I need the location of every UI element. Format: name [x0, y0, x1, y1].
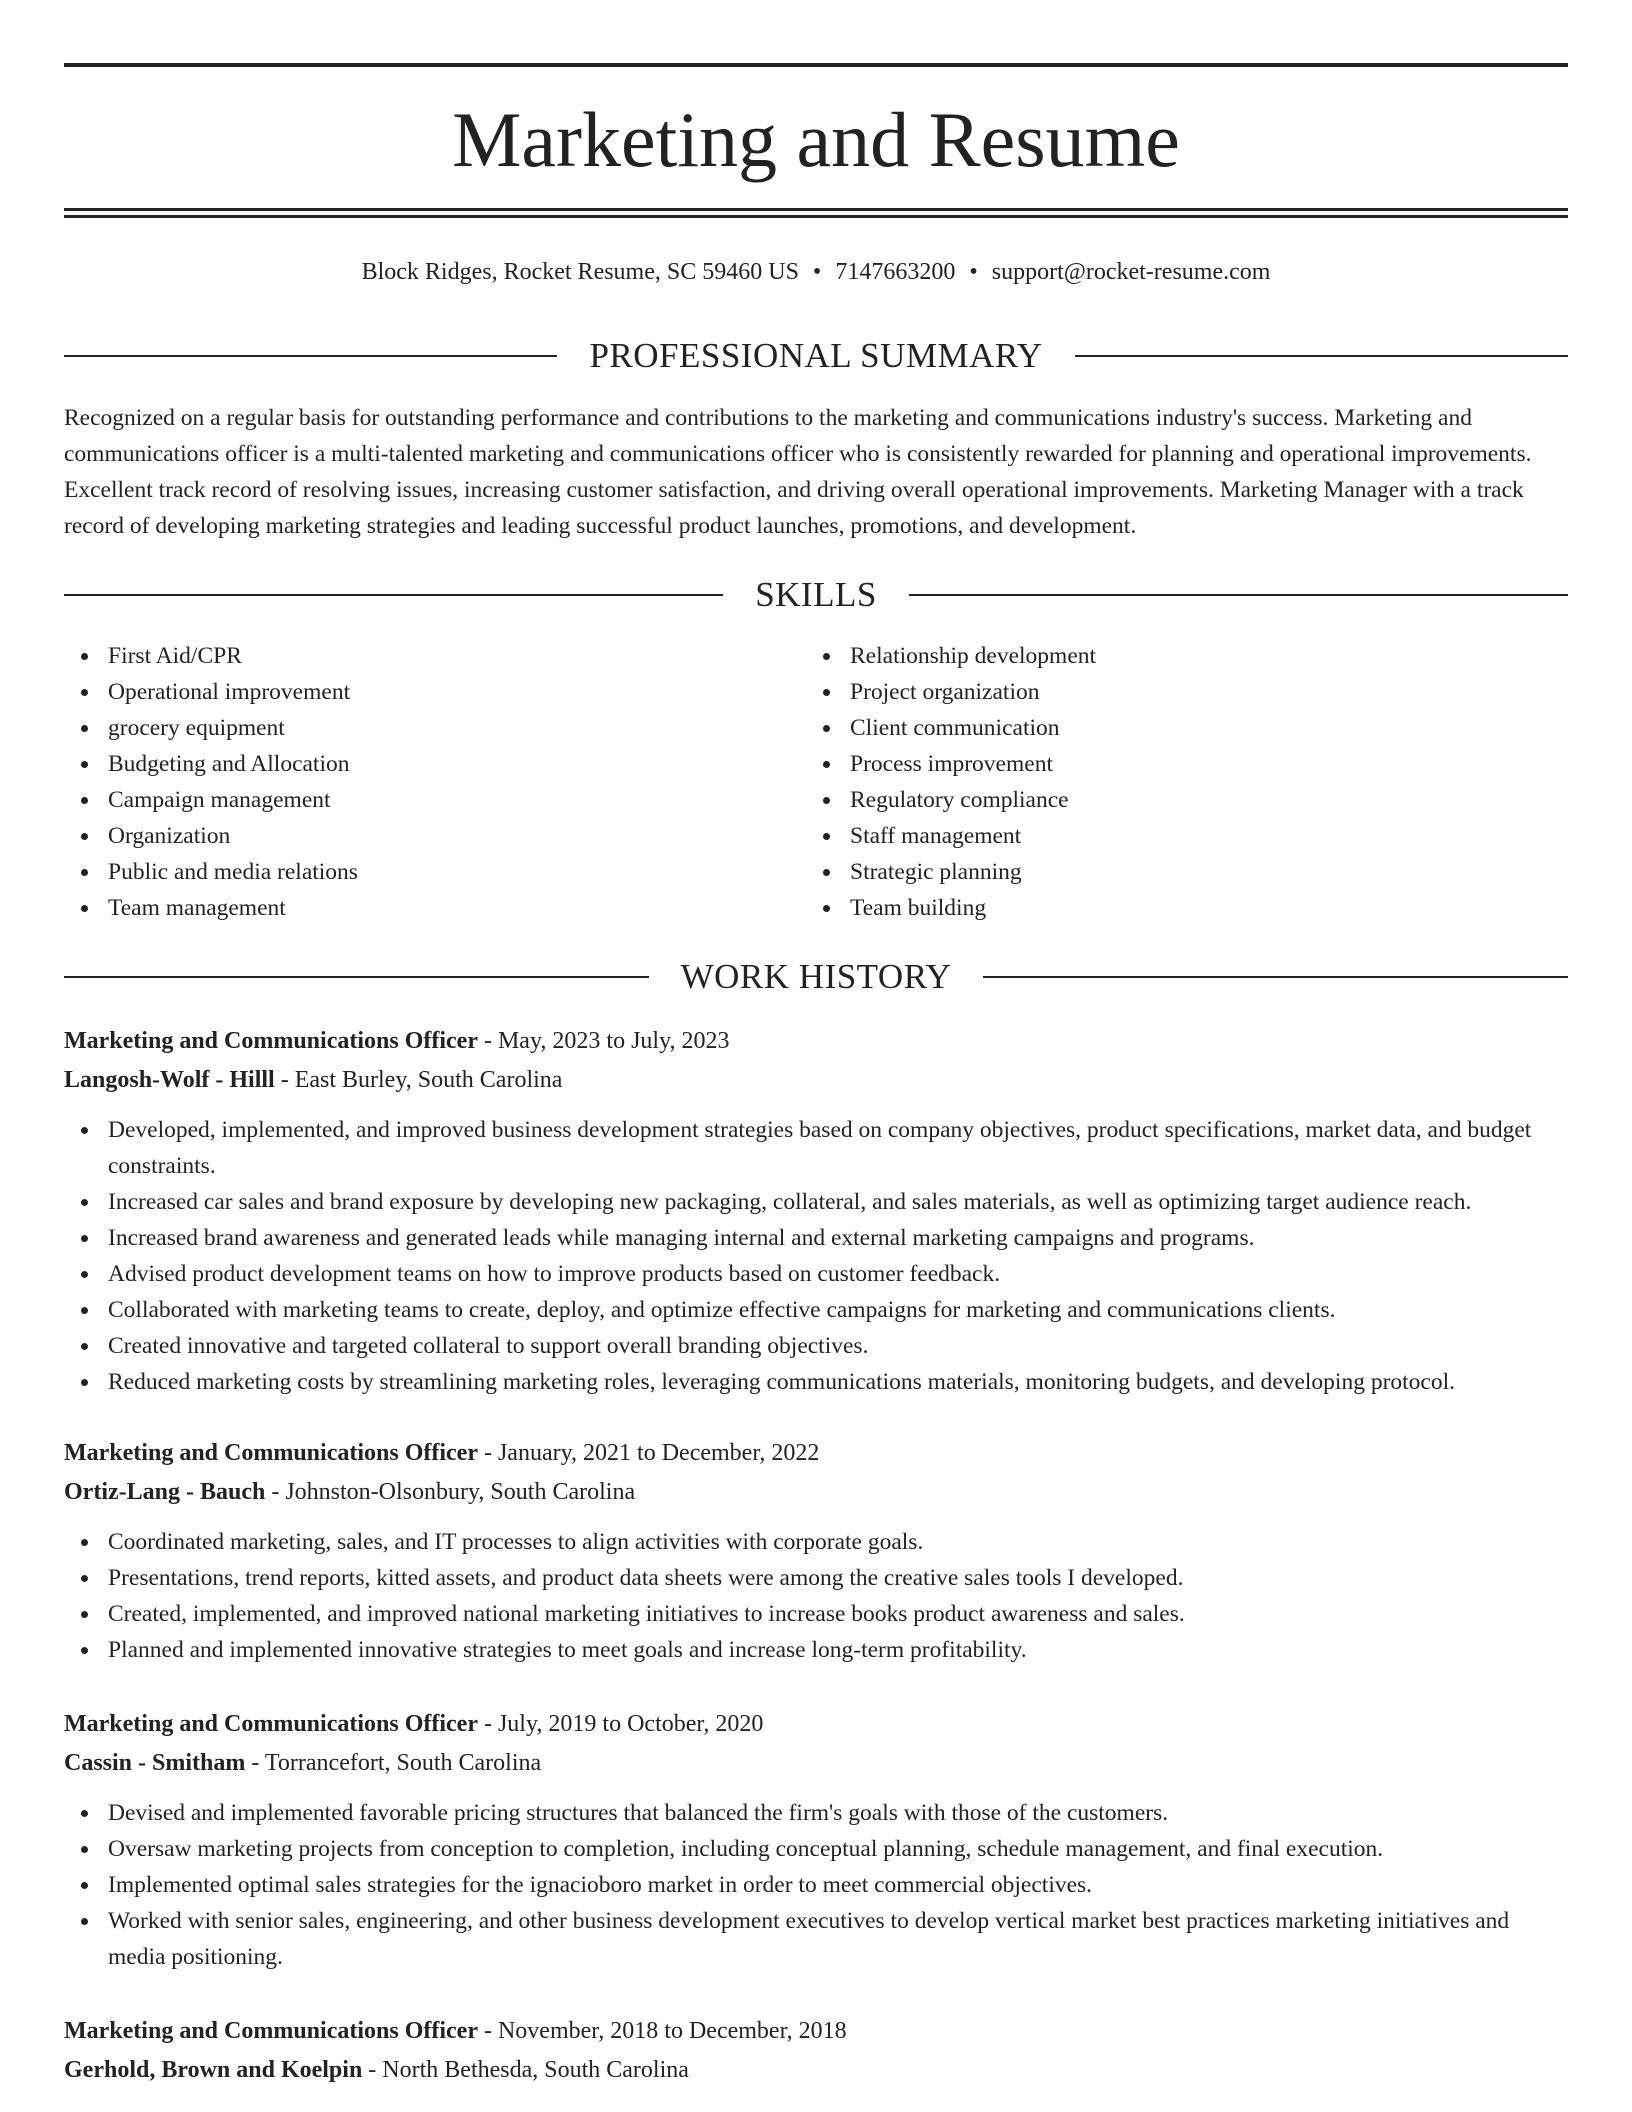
job-location: - Johnston-Olsonbury, South Carolina — [271, 1479, 636, 1505]
skill-item: Team building — [806, 890, 1548, 926]
job-title: Marketing and Communications Officer — [64, 2018, 478, 2044]
job-bullet: Created innovative and targeted collateral to support overall branding objectives. — [64, 1328, 1568, 1364]
job-bullet: Implemented optimal sales strategies for the ignacioboro market in order to meet commercial objectives. — [64, 1867, 1568, 1903]
job-location: - East Burley, South Carolina — [280, 1067, 563, 1093]
contact-separator: • — [969, 259, 978, 285]
contact-email: support@rocket-resume.com — [991, 259, 1271, 285]
job-title: Marketing and Communications Officer — [64, 1028, 478, 1054]
job-company-line — [64, 1473, 1568, 1512]
section-header-work-history — [64, 955, 1568, 999]
skill-item: Team management — [64, 890, 806, 926]
job-company: Ortiz-Lang - Bauch — [64, 1479, 266, 1505]
section-rule-left — [64, 355, 557, 357]
section-header-skills — [64, 573, 1568, 617]
job-dates: - November, 2018 to December, 2018 — [483, 2018, 847, 2044]
resume-name: Marketing and Resume — [452, 96, 1180, 183]
job-company: Gerhold, Brown and Koelpin — [64, 2057, 363, 2083]
job-bullet: Presentations, trend reports, kitted assets, and product data sheets were among the creative sales tools I developed. — [64, 1560, 1568, 1596]
job-bullet: Developed, implemented, and improved business development strategies based on company objectives, product specifications, market data, and budget constraints. — [64, 1112, 1568, 1184]
job-company-line — [64, 1061, 1568, 1100]
skill-item: Staff management — [806, 818, 1548, 854]
job-title: Marketing and Communications Officer — [64, 1440, 478, 1466]
job-title-line — [64, 1022, 1568, 1061]
section-rule-left — [64, 594, 723, 596]
skill-item: Operational improvement — [64, 674, 806, 710]
section-title-skills: SKILLS — [755, 575, 877, 614]
job-entry — [64, 1022, 1568, 1400]
job-title-line — [64, 2012, 1568, 2051]
section-rule-right — [983, 976, 1568, 978]
skill-item: Client communication — [806, 710, 1548, 746]
job-bullet: Coordinated marketing, sales, and IT processes to align activities with corporate goals. — [64, 1524, 1568, 1560]
skill-item: grocery equipment — [64, 710, 806, 746]
skill-item: Project organization — [806, 674, 1548, 710]
job-title-line — [64, 1434, 1568, 1473]
job-company: Cassin - Smitham — [64, 1750, 246, 1776]
section-rule-left — [64, 976, 649, 978]
job-location: - Torrancefort, South Carolina — [251, 1750, 542, 1776]
job-entry — [64, 1705, 1568, 1975]
job-dates: - May, 2023 to July, 2023 — [483, 1028, 730, 1054]
job-bullet: Reduced marketing costs by streamlining marketing roles, leveraging communications materials, monitoring budgets, and developing protocol. — [64, 1364, 1568, 1400]
job-company-line — [64, 1744, 1568, 1783]
skill-item: Budgeting and Allocation — [64, 746, 806, 782]
section-rule-right — [909, 594, 1568, 596]
section-title-summary: PROFESSIONAL SUMMARY — [589, 336, 1043, 375]
contact-line — [64, 254, 1568, 290]
job-company-line — [64, 2051, 1568, 2090]
skill-item: Relationship development — [806, 638, 1548, 674]
job-title-line — [64, 1705, 1568, 1744]
header-double-rule-upper — [64, 208, 1568, 211]
header-top-rule — [64, 63, 1568, 67]
skill-item: Strategic planning — [806, 854, 1548, 890]
header-double-rule-lower — [64, 215, 1568, 218]
job-bullet: Created, implemented, and improved national marketing initiatives to increase books product awareness and sales. — [64, 1596, 1568, 1632]
professional-summary-text: Recognized on a regular basis for outstanding performance and contributions to the marketing and communications industry's success. Marketing and communications officer is a multi-talented marketing and communications officer who is consistently rewarded for planning and operational improvements. Excellent track record of resolving issues, increasing customer satisfaction, and driving overall operational improvements. Marketing Manager with a track record of developing marketing strategies and leading successful product launches, promotions, and development. — [64, 405, 1532, 539]
job-bullet: Worked with senior sales, engineering, and other business development executives to develop vertical market best practices marketing initiatives and media positioning. — [64, 1903, 1568, 1975]
skill-item: Process improvement — [806, 746, 1548, 782]
job-bullet: Devised and implemented favorable pricing structures that balanced the firm's goals with those of the customers. — [64, 1795, 1568, 1831]
job-dates: - January, 2021 to December, 2022 — [483, 1440, 820, 1466]
job-bullet: Planned and implemented innovative strategies to meet goals and increase long-term profitability. — [64, 1632, 1568, 1668]
job-entry — [64, 1434, 1568, 1668]
job-bullet: Advised product development teams on how to improve products based on customer feedback. — [64, 1256, 1568, 1292]
skills-column-right — [806, 638, 1548, 926]
job-location: - North Bethesda, South Carolina — [368, 2057, 689, 2083]
skills-column-left — [64, 638, 806, 926]
section-title-work-history: WORK HISTORY — [680, 957, 952, 996]
job-company: Langosh-Wolf - Hilll — [64, 1067, 275, 1093]
job-bullets — [64, 1524, 1568, 1668]
job-entry — [64, 2012, 1568, 2090]
contact-address: Block Ridges, Rocket Resume, SC 59460 US — [361, 259, 799, 285]
job-bullet: Oversaw marketing projects from conception to completion, including conceptual planning, schedule management, and final execution. — [64, 1831, 1568, 1867]
job-bullet: Increased brand awareness and generated leads while managing internal and external marketing campaigns and programs. — [64, 1220, 1568, 1256]
skill-item: First Aid/CPR — [64, 638, 806, 674]
job-bullet: Collaborated with marketing teams to create, deploy, and optimize effective campaigns for marketing and communications clients. — [64, 1292, 1568, 1328]
job-dates: - July, 2019 to October, 2020 — [483, 1711, 764, 1737]
skills-list — [64, 638, 1568, 926]
contact-phone: 7147663200 — [835, 259, 956, 285]
section-header-summary — [64, 334, 1568, 378]
job-title: Marketing and Communications Officer — [64, 1711, 478, 1737]
contact-separator: • — [812, 259, 822, 285]
job-bullet: Increased car sales and brand exposure by developing new packaging, collateral, and sales materials, as well as optimizing target audience reach. — [64, 1184, 1568, 1220]
skill-item: Regulatory compliance — [806, 782, 1548, 818]
job-bullets — [64, 1112, 1568, 1400]
skill-item: Public and media relations — [64, 854, 806, 890]
skill-item: Organization — [64, 818, 806, 854]
section-rule-right — [1075, 355, 1568, 357]
skill-item: Campaign management — [64, 782, 806, 818]
job-bullets — [64, 1795, 1568, 1975]
